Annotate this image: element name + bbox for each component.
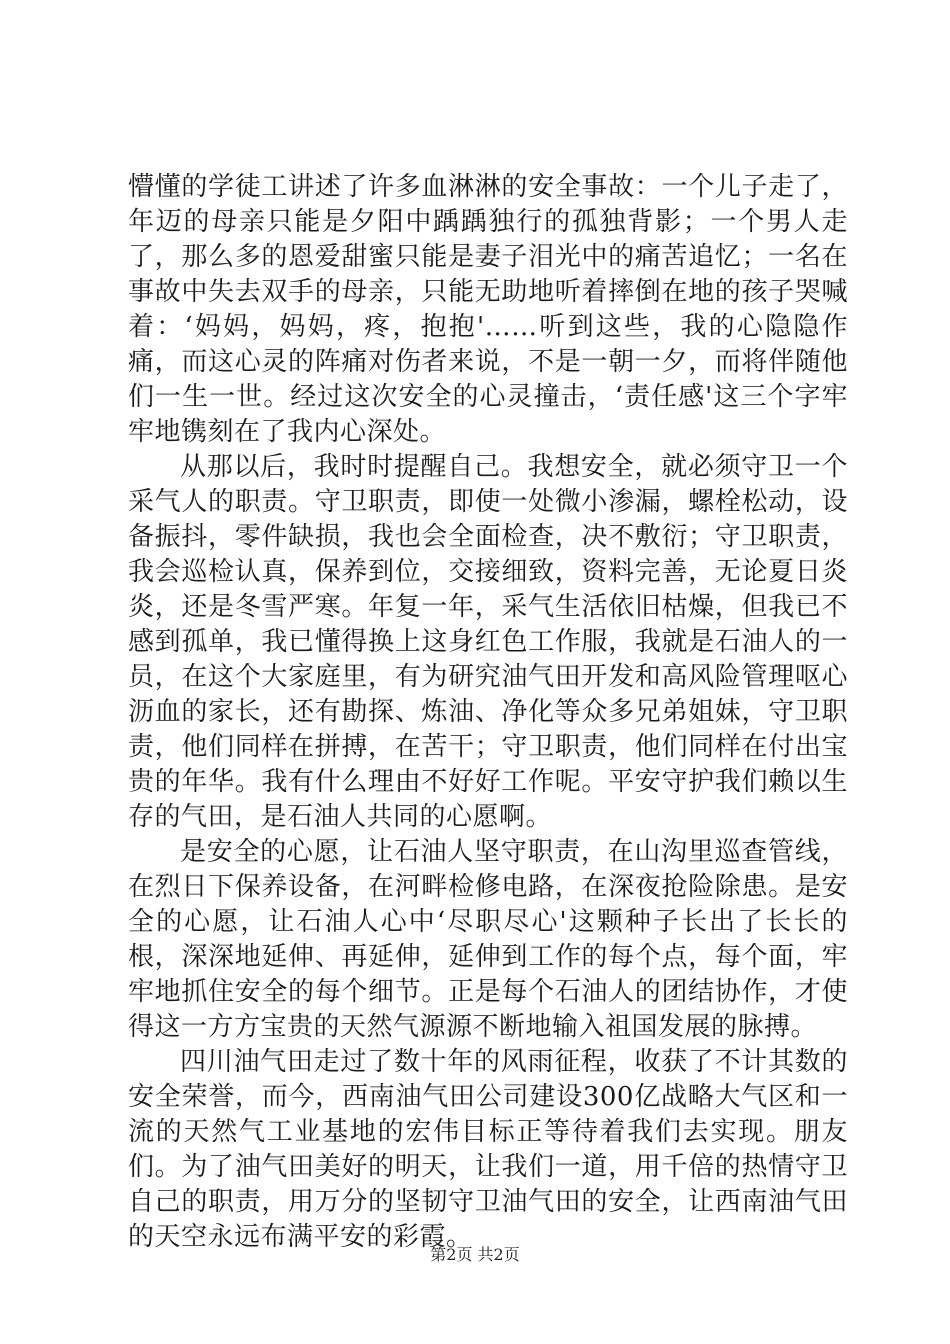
paragraph-3: 是安全的心愿，让石油人坚守职责，在山沟里巡查管线，在烈日下保养设备，在河畔检修电路，在深夜抢险除患。是安全的心愿，让石油人心中‘尽职尽心'这颗种子长出了长长的根，深深地延伸、再延伸，延伸到工作的每个点，每个面，牢牢地抓住安全的每个细节。正是每个石油人的团结协作，才使得这一方方宝贵的天然气源源不断地输入祖国发展的脉搏。 <box>128 837 848 1042</box>
paragraph-1: 懵懂的学徒工讲述了许多血淋淋的安全事故：一个儿子走了，年迈的母亲只能是夕阳中踽踽独行的孤独背影；一个男人走了，那么多的恩爱甜蜜只能是妻子泪光中的痛苦追忆；一名在事故中失去双手的母亲，只能无助地听着摔倒在地的孩子哭喊着：‘妈妈，妈妈，疼，抱抱'……听到这些，我的心隐隐作痛，而这心灵的阵痛对伤者来说，不是一朝一夕，而将伴随他们一生一世。经过这次安全的心灵撞击，‘责任感'这三个字牢牢地镌刻在了我内心深处。 <box>128 172 848 447</box>
paragraph-4: 四川油气田走过了数十年的风雨征程，收获了不计其数的安全荣誉，而今，西南油气田公司建设300亿战略大气区和一流的天然气工业基地的宏伟目标正等待着我们去实现。朋友们。为了油气田美好的明天，让我们一道，用千倍的热情守卫自己的职责，用万分的坚韧守卫油气田的安全，让西南油气田的天空永远布满平安的彩霞。 <box>128 1047 848 1252</box>
paragraph-2: 从那以后，我时时提醒自己。我想安全，就必须守卫一个采气人的职责。守卫职责，即使一处微小渗漏，螺栓松动，设备振抖，零件缺损，我也会全面检查，决不敷衍；守卫职责，我会巡检认真，保养到位，交接细致，资料完善，无论夏日炎炎，还是冬雪严寒。年复一年，采气生活依旧枯燥，但我已不感到孤单，我已懂得换上这身红色工作服，我就是石油人的一员，在这个大家庭里，有为研究油气田开发和高风险管理呕心沥血的家长，还有勘探、炼油、净化等众多兄弟姐妹，守卫职责，他们同样在拼搏，在苦干；守卫职责，他们同样在付出宝贵的年华。我有什么理由不好好工作呢。平安守护我们赖以生存的气田，是石油人共同的心愿啊。 <box>128 452 848 832</box>
document-body <box>128 170 848 1255</box>
page-footer: 第2页 共2页 <box>430 1245 520 1264</box>
